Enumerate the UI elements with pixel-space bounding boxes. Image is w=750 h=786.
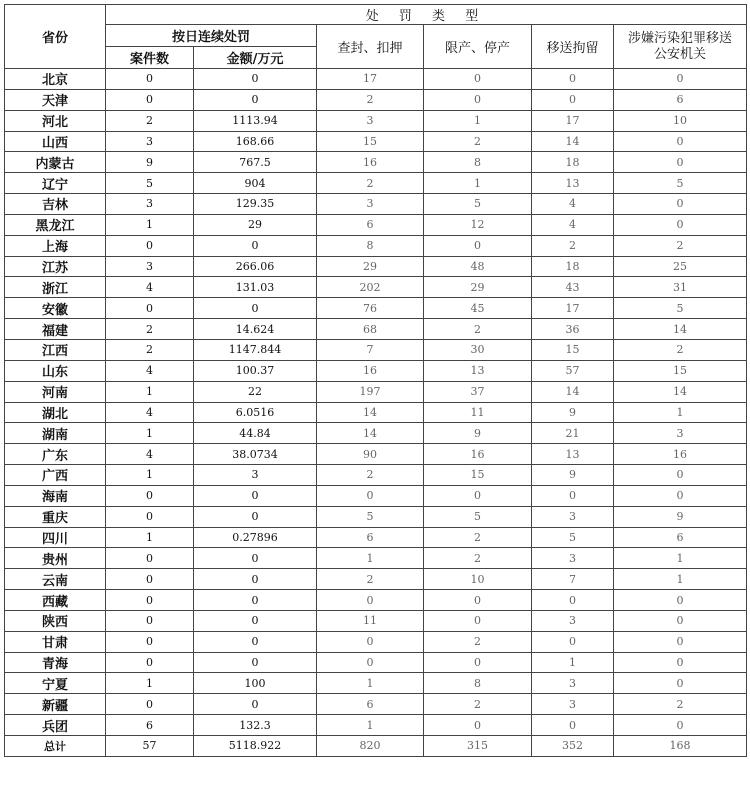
restrict-cell: 0: [424, 590, 532, 611]
cases-cell: 0: [106, 548, 194, 569]
table-row: [5, 152, 747, 173]
amount-cell: 1113.94: [194, 110, 317, 131]
seize-cell: 0: [317, 652, 424, 673]
amount-cell: 0.27896: [194, 527, 317, 548]
detention-cell: 9: [532, 465, 614, 486]
detention-cell: 352: [532, 736, 614, 757]
cases-cell: 0: [106, 590, 194, 611]
province-cell: 河北: [5, 110, 106, 131]
province-cell: 安徽: [5, 298, 106, 319]
cases-cell: 2: [106, 339, 194, 360]
detention-cell: 57: [532, 360, 614, 381]
police-transfer-cell: 2: [614, 694, 747, 715]
table-row: [5, 485, 747, 506]
seize-cell: 7: [317, 339, 424, 360]
detention-cell: 3: [532, 673, 614, 694]
seize-cell: 3: [317, 110, 424, 131]
seize-header: 查封、扣押: [317, 25, 424, 69]
detention-cell: 3: [532, 694, 614, 715]
police-transfer-cell: 0: [614, 465, 747, 486]
detention-cell: 0: [532, 590, 614, 611]
seize-cell: 0: [317, 590, 424, 611]
seize-cell: 76: [317, 298, 424, 319]
seize-cell: 202: [317, 277, 424, 298]
amount-cell: 767.5: [194, 152, 317, 173]
cases-cell: 3: [106, 194, 194, 215]
cases-cell: 2: [106, 110, 194, 131]
police-transfer-cell: 0: [614, 69, 747, 90]
table-row: [5, 298, 747, 319]
detention-cell: 0: [532, 69, 614, 90]
police-transfer-cell: 14: [614, 381, 747, 402]
province-cell: 甘肃: [5, 631, 106, 652]
police-transfer-cell: 0: [614, 152, 747, 173]
province-cell: 山东: [5, 360, 106, 381]
province-cell: 福建: [5, 319, 106, 340]
seize-cell: 15: [317, 131, 424, 152]
amount-cell: 14.624: [194, 319, 317, 340]
province-cell: 海南: [5, 485, 106, 506]
province-cell: 黑龙江: [5, 214, 106, 235]
amount-cell: 266.06: [194, 256, 317, 277]
province-cell: 陕西: [5, 610, 106, 631]
police-header-line2: 公安机关: [653, 46, 706, 62]
province-cell: 新疆: [5, 694, 106, 715]
seize-cell: 6: [317, 214, 424, 235]
province-cell: 天津: [5, 89, 106, 110]
cases-cell: 0: [106, 69, 194, 90]
detention-cell: 18: [532, 256, 614, 277]
table-row: [5, 590, 747, 611]
detention-cell: 4: [532, 194, 614, 215]
police-transfer-cell: 0: [614, 590, 747, 611]
table-row: [5, 694, 747, 715]
detention-cell: 15: [532, 339, 614, 360]
province-cell: 上海: [5, 235, 106, 256]
province-cell: 广东: [5, 444, 106, 465]
province-cell: 江苏: [5, 256, 106, 277]
table-row: [5, 173, 747, 194]
restrict-cell: 30: [424, 339, 532, 360]
police-transfer-cell: 0: [614, 715, 747, 736]
detention-cell: 18: [532, 152, 614, 173]
restrict-cell: 11: [424, 402, 532, 423]
table-row: [5, 277, 747, 298]
cases-cell: 1: [106, 673, 194, 694]
table-row: [5, 652, 747, 673]
cases-cell: 1: [106, 465, 194, 486]
police-transfer-cell: 3: [614, 423, 747, 444]
restrict-cell: 0: [424, 610, 532, 631]
detention-cell: 14: [532, 381, 614, 402]
cases-cell: 57: [106, 736, 194, 757]
seize-cell: 1: [317, 715, 424, 736]
seize-cell: 197: [317, 381, 424, 402]
detention-cell: 36: [532, 319, 614, 340]
table-row: [5, 402, 747, 423]
province-cell: 内蒙古: [5, 152, 106, 173]
cases-cell: 0: [106, 652, 194, 673]
restrict-cell: 8: [424, 152, 532, 173]
police-transfer-cell: 0: [614, 131, 747, 152]
cases-cell: 1: [106, 214, 194, 235]
amount-cell: 44.84: [194, 423, 317, 444]
restrict-cell: 10: [424, 569, 532, 590]
seize-cell: 11: [317, 610, 424, 631]
seize-cell: 14: [317, 423, 424, 444]
police-transfer-cell: 5: [614, 173, 747, 194]
restrict-cell: 37: [424, 381, 532, 402]
cases-header: 案件数: [106, 47, 194, 69]
cases-cell: 9: [106, 152, 194, 173]
police-transfer-cell: 0: [614, 631, 747, 652]
province-cell: 总计: [5, 736, 106, 757]
restrict-cell: 0: [424, 89, 532, 110]
cases-cell: 0: [106, 235, 194, 256]
seize-cell: 29: [317, 256, 424, 277]
detention-cell: 3: [532, 506, 614, 527]
table-row: [5, 631, 747, 652]
restrict-cell: 45: [424, 298, 532, 319]
province-cell: 辽宁: [5, 173, 106, 194]
restrict-cell: 2: [424, 694, 532, 715]
cases-cell: 0: [106, 506, 194, 527]
amount-cell: 6.0516: [194, 402, 317, 423]
police-transfer-cell: 25: [614, 256, 747, 277]
seize-cell: 820: [317, 736, 424, 757]
amount-cell: 0: [194, 631, 317, 652]
police-transfer-cell: 0: [614, 652, 747, 673]
restrict-cell: 16: [424, 444, 532, 465]
cases-cell: 2: [106, 319, 194, 340]
cases-cell: 3: [106, 131, 194, 152]
table-row: [5, 610, 747, 631]
restrict-cell: 48: [424, 256, 532, 277]
province-cell: 北京: [5, 69, 106, 90]
amount-cell: 0: [194, 610, 317, 631]
amount-header: 金额/万元: [194, 47, 317, 69]
detention-cell: 21: [532, 423, 614, 444]
cases-cell: 1: [106, 381, 194, 402]
police-transfer-header: [614, 25, 747, 69]
police-transfer-cell: 0: [614, 194, 747, 215]
cases-cell: 1: [106, 423, 194, 444]
detention-cell: 7: [532, 569, 614, 590]
table-row: [5, 194, 747, 215]
seize-cell: 16: [317, 152, 424, 173]
amount-cell: 168.66: [194, 131, 317, 152]
detention-cell: 0: [532, 715, 614, 736]
table-row: [5, 381, 747, 402]
table-row: [5, 569, 747, 590]
seize-cell: 0: [317, 631, 424, 652]
amount-cell: 904: [194, 173, 317, 194]
amount-cell: 0: [194, 652, 317, 673]
province-cell: 兵团: [5, 715, 106, 736]
detention-cell: 1: [532, 652, 614, 673]
restrict-cell: 0: [424, 652, 532, 673]
police-transfer-cell: 6: [614, 89, 747, 110]
amount-cell: 0: [194, 506, 317, 527]
total-row: [5, 736, 747, 757]
amount-cell: 0: [194, 69, 317, 90]
amount-cell: 0: [194, 298, 317, 319]
seize-cell: 1: [317, 673, 424, 694]
table-row: [5, 423, 747, 444]
table-row: [5, 673, 747, 694]
cases-cell: 5: [106, 173, 194, 194]
restrict-cell: 0: [424, 235, 532, 256]
detention-header: 移送拘留: [532, 25, 614, 69]
detention-cell: 14: [532, 131, 614, 152]
seize-cell: 8: [317, 235, 424, 256]
seize-cell: 90: [317, 444, 424, 465]
detention-cell: 4: [532, 214, 614, 235]
detention-cell: 5: [532, 527, 614, 548]
restrict-cell: 0: [424, 69, 532, 90]
seize-cell: 14: [317, 402, 424, 423]
detention-cell: 0: [532, 89, 614, 110]
amount-cell: 1147.844: [194, 339, 317, 360]
restrict-cell: 13: [424, 360, 532, 381]
amount-cell: 0: [194, 590, 317, 611]
table-row: [5, 465, 747, 486]
province-cell: 吉林: [5, 194, 106, 215]
province-cell: 宁夏: [5, 673, 106, 694]
table-row: [5, 131, 747, 152]
amount-cell: 38.0734: [194, 444, 317, 465]
penalty-types-header: 处 罚 类 型: [106, 5, 747, 25]
table-body: [5, 69, 747, 757]
province-cell: 河南: [5, 381, 106, 402]
daily-penalty-header: 按日连续处罚: [106, 25, 317, 47]
seize-cell: 0: [317, 485, 424, 506]
province-cell: 湖南: [5, 423, 106, 444]
detention-cell: 43: [532, 277, 614, 298]
detention-cell: 9: [532, 402, 614, 423]
table-row: [5, 110, 747, 131]
cases-cell: 3: [106, 256, 194, 277]
cases-cell: 1: [106, 527, 194, 548]
table-row: [5, 506, 747, 527]
detention-cell: 3: [532, 610, 614, 631]
province-cell: 云南: [5, 569, 106, 590]
seize-cell: 1: [317, 548, 424, 569]
amount-cell: 129.35: [194, 194, 317, 215]
police-transfer-cell: 1: [614, 402, 747, 423]
cases-cell: 4: [106, 277, 194, 298]
seize-cell: 16: [317, 360, 424, 381]
province-cell: 广西: [5, 465, 106, 486]
amount-cell: 22: [194, 381, 317, 402]
seize-cell: 6: [317, 527, 424, 548]
province-header: 省份: [5, 5, 106, 69]
restrict-cell: 315: [424, 736, 532, 757]
police-transfer-cell: 10: [614, 110, 747, 131]
table-row: [5, 319, 747, 340]
restrict-cell: 2: [424, 631, 532, 652]
police-transfer-cell: 1: [614, 569, 747, 590]
restrict-cell: 0: [424, 485, 532, 506]
table-row: [5, 444, 747, 465]
province-cell: 贵州: [5, 548, 106, 569]
amount-cell: 100: [194, 673, 317, 694]
police-transfer-cell: 31: [614, 277, 747, 298]
restrict-cell: 2: [424, 319, 532, 340]
province-cell: 西藏: [5, 590, 106, 611]
table-row: [5, 69, 747, 90]
amount-cell: 0: [194, 235, 317, 256]
police-transfer-cell: 0: [614, 610, 747, 631]
table-row: [5, 360, 747, 381]
restrict-cell: 12: [424, 214, 532, 235]
police-transfer-cell: 5: [614, 298, 747, 319]
restrict-header: 限产、停产: [424, 25, 532, 69]
seize-cell: 2: [317, 89, 424, 110]
police-transfer-cell: 0: [614, 673, 747, 694]
detention-cell: 17: [532, 110, 614, 131]
amount-cell: 0: [194, 548, 317, 569]
police-transfer-cell: 2: [614, 235, 747, 256]
province-cell: 青海: [5, 652, 106, 673]
seize-cell: 17: [317, 69, 424, 90]
cases-cell: 0: [106, 631, 194, 652]
seize-cell: 3: [317, 194, 424, 215]
amount-cell: 0: [194, 89, 317, 110]
police-transfer-cell: 16: [614, 444, 747, 465]
table-row: [5, 256, 747, 277]
cases-cell: 6: [106, 715, 194, 736]
police-transfer-cell: 9: [614, 506, 747, 527]
cases-cell: 0: [106, 569, 194, 590]
restrict-cell: 2: [424, 131, 532, 152]
cases-cell: 0: [106, 298, 194, 319]
seize-cell: 6: [317, 694, 424, 715]
detention-cell: 13: [532, 444, 614, 465]
police-transfer-cell: 0: [614, 485, 747, 506]
table-row: [5, 339, 747, 360]
seize-cell: 68: [317, 319, 424, 340]
amount-cell: 3: [194, 465, 317, 486]
detention-cell: 0: [532, 631, 614, 652]
province-cell: 湖北: [5, 402, 106, 423]
seize-cell: 5: [317, 506, 424, 527]
province-cell: 四川: [5, 527, 106, 548]
amount-cell: 131.03: [194, 277, 317, 298]
cases-cell: 0: [106, 610, 194, 631]
cases-cell: 4: [106, 402, 194, 423]
penalty-statistics-table: [4, 4, 747, 757]
restrict-cell: 2: [424, 527, 532, 548]
restrict-cell: 2: [424, 548, 532, 569]
province-cell: 山西: [5, 131, 106, 152]
table-row: [5, 214, 747, 235]
police-transfer-cell: 6: [614, 527, 747, 548]
cases-cell: 4: [106, 360, 194, 381]
restrict-cell: 29: [424, 277, 532, 298]
restrict-cell: 15: [424, 465, 532, 486]
seize-cell: 2: [317, 173, 424, 194]
amount-cell: 0: [194, 694, 317, 715]
detention-cell: 0: [532, 485, 614, 506]
seize-cell: 2: [317, 465, 424, 486]
province-cell: 重庆: [5, 506, 106, 527]
detention-cell: 17: [532, 298, 614, 319]
amount-cell: 132.3: [194, 715, 317, 736]
province-cell: 江西: [5, 339, 106, 360]
restrict-cell: 5: [424, 506, 532, 527]
restrict-cell: 8: [424, 673, 532, 694]
police-transfer-cell: 14: [614, 319, 747, 340]
restrict-cell: 9: [424, 423, 532, 444]
table-row: [5, 548, 747, 569]
restrict-cell: 0: [424, 715, 532, 736]
amount-cell: 0: [194, 485, 317, 506]
province-cell: 浙江: [5, 277, 106, 298]
table-row: [5, 715, 747, 736]
cases-cell: 4: [106, 444, 194, 465]
seize-cell: 2: [317, 569, 424, 590]
police-transfer-cell: 168: [614, 736, 747, 757]
police-header-line1: 涉嫌污染犯罪移送: [627, 30, 732, 46]
table-row: [5, 89, 747, 110]
amount-cell: 29: [194, 214, 317, 235]
cases-cell: 0: [106, 89, 194, 110]
police-transfer-cell: 1: [614, 548, 747, 569]
amount-cell: 5118.922: [194, 736, 317, 757]
restrict-cell: 1: [424, 173, 532, 194]
amount-cell: 100.37: [194, 360, 317, 381]
detention-cell: 2: [532, 235, 614, 256]
table-row: [5, 235, 747, 256]
restrict-cell: 5: [424, 194, 532, 215]
police-transfer-cell: 15: [614, 360, 747, 381]
amount-cell: 0: [194, 569, 317, 590]
cases-cell: 0: [106, 694, 194, 715]
police-transfer-cell: 2: [614, 339, 747, 360]
detention-cell: 3: [532, 548, 614, 569]
police-transfer-cell: 0: [614, 214, 747, 235]
table-row: [5, 527, 747, 548]
detention-cell: 13: [532, 173, 614, 194]
cases-cell: 0: [106, 485, 194, 506]
restrict-cell: 1: [424, 110, 532, 131]
